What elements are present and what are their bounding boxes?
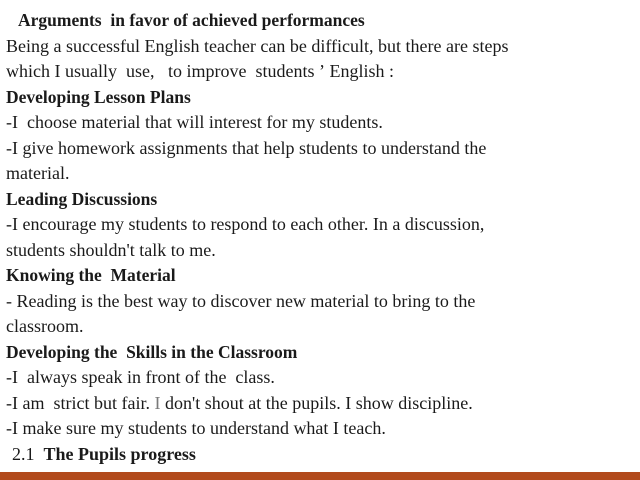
next-section-heading — [6, 442, 634, 468]
section-line: classroom. — [6, 316, 84, 336]
strict-text-accent: I — [154, 392, 161, 413]
intro-line: Being a successful English teacher can be difficult, but there are steps — [6, 35, 509, 56]
next-section-label: The Pupils progress — [43, 443, 196, 464]
bottom-accent-bar — [0, 472, 640, 480]
next-section-number: 2.1 — [12, 443, 35, 464]
section-line: -I choose material that will interest for my students. — [6, 112, 383, 132]
strict-text-before: -I am strict but fair. — [6, 392, 155, 413]
strict-text-after: don't shout at the pupils. I show discipline. — [160, 392, 473, 413]
intro-line: which I usually use, to improve students ʼ English : — [6, 61, 394, 81]
section-line: -I make sure my students to understand what I teach. — [6, 418, 386, 438]
section-line: -I give homework assignments that help students to understand the — [6, 137, 487, 158]
slide-title: Arguments in favor of achieved performances — [18, 10, 365, 30]
slide-content — [6, 8, 634, 467]
section-line: -I encourage my students to respond to each other. In a discussion, — [6, 214, 485, 234]
section-line: - Reading is the best way to discover new material to bring to the — [6, 290, 476, 311]
section-heading-skills: Developing the Skills in the Classroom — [6, 341, 298, 362]
section-line: material. — [6, 163, 70, 183]
section-heading-material: Knowing the Material — [6, 265, 176, 285]
section-heading-lesson-plans: Developing Lesson Plans — [6, 86, 191, 107]
section-line: -I always speak in front of the class. — [6, 367, 275, 387]
section-line: students shouldn't talk to me. — [6, 239, 216, 260]
section-line-strict — [6, 391, 634, 417]
section-heading-discussions: Leading Discussions — [6, 188, 158, 209]
